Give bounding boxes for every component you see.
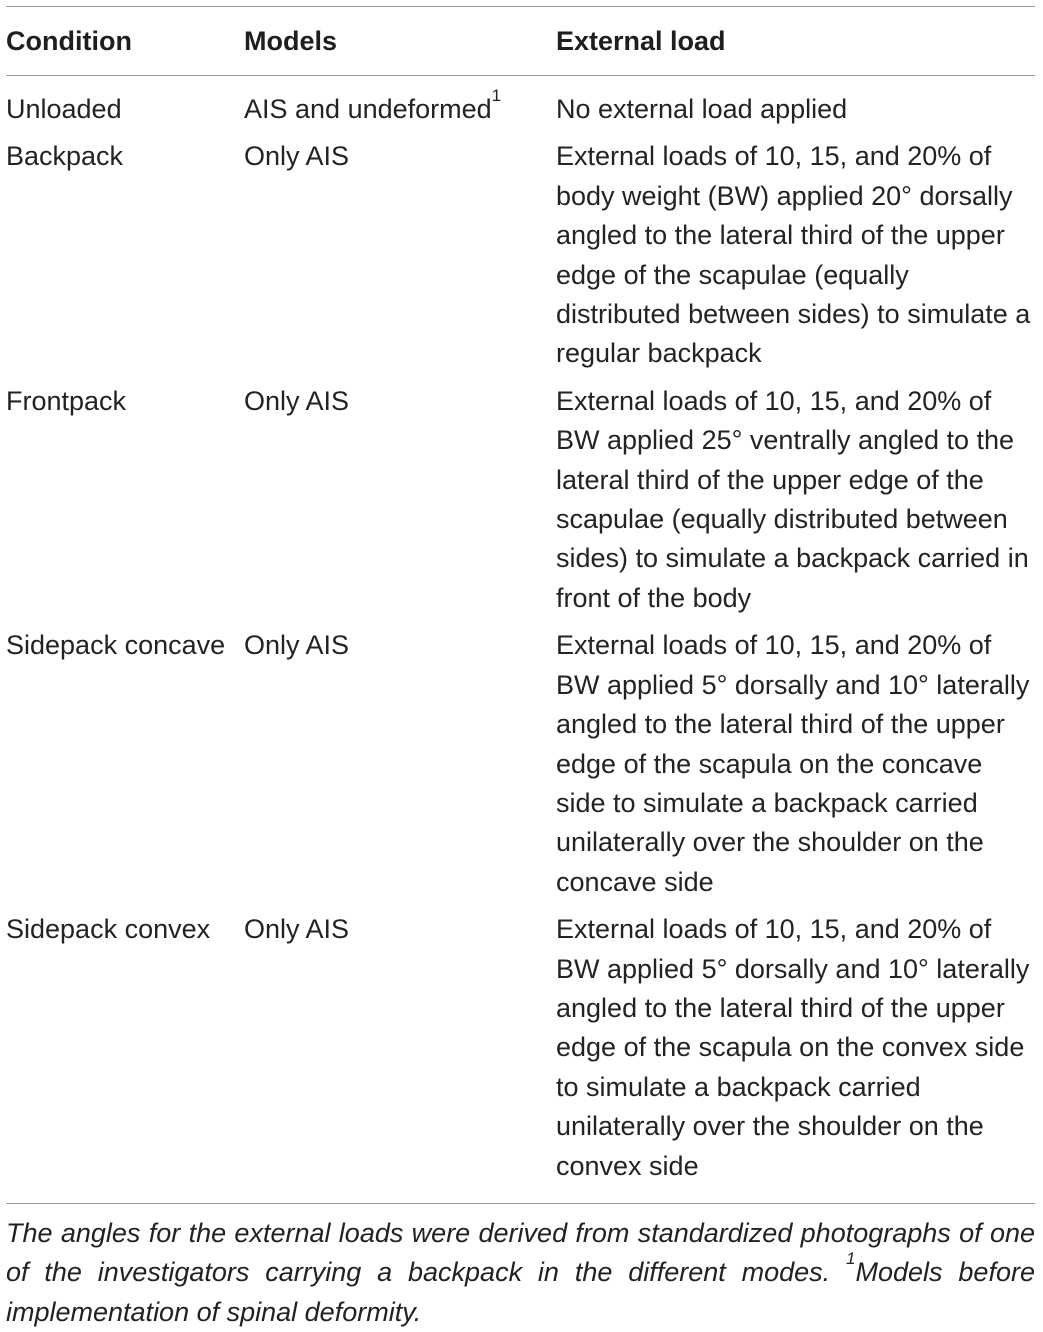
footnote-text: The angles for the external loads were derived from standardized photographs of one of the investigators carrying a backpack in the different modes. bbox=[6, 1217, 1035, 1288]
footnote-marker: 1 bbox=[846, 1249, 856, 1269]
data-table bbox=[6, 6, 1035, 1332]
cell-models: Only AIS bbox=[244, 914, 350, 945]
cell-condition: Unloaded bbox=[6, 94, 122, 124]
header-external-load: External load bbox=[556, 26, 726, 56]
table-body bbox=[6, 76, 1035, 1186]
header-models: Models bbox=[244, 26, 338, 56]
cell-condition: Backpack bbox=[6, 141, 124, 172]
cell-external-load: External loads of 10, 15, and 20% of BW applied 5° dorsally and 10° laterally angled to the lateral third of the upper edge of the scapula on the convex side to simulate a backpack carried unilaterally over the shoulder on the convex side bbox=[556, 914, 1030, 1181]
table-row-backpack bbox=[6, 137, 1035, 373]
cell-external-load: External loads of 10, 15, and 20% of BW applied 5° dorsally and 10° laterally angled to the lateral third of the upper edge of the scapula on the concave side to simulate a backpack carried unilaterally over the shoulder on the concave side bbox=[556, 630, 1030, 897]
table-footnote bbox=[6, 1204, 1035, 1332]
cell-models bbox=[244, 86, 556, 129]
cell-external-load: External loads of 10, 15, and 20% of body weight (BW) applied 20° dorsally angled to the lateral third of the upper edge of the scapulae (equally distributed between sides) to simulate a regular backpack bbox=[556, 141, 1031, 369]
cell-condition: Sidepack concave bbox=[6, 630, 226, 661]
cell-condition: Sidepack convex bbox=[6, 914, 211, 945]
table-row-unloaded bbox=[6, 86, 1035, 129]
cell-models: Only AIS bbox=[244, 630, 350, 661]
cell-external-load: No external load applied bbox=[556, 94, 848, 124]
cell-condition: Frontpack bbox=[6, 385, 127, 416]
table-header-row bbox=[6, 7, 1035, 75]
table-row-sidepack-convex bbox=[6, 910, 1035, 1186]
cell-models: Only AIS bbox=[244, 141, 350, 172]
header-condition: Condition bbox=[6, 26, 132, 56]
table-row-frontpack bbox=[6, 382, 1035, 618]
cell-external-load: External loads of 10, 15, and 20% of BW applied 25° ventrally angled to the lateral third of the upper edge of the scapulae (equally distributed between sides) to simulate a backpack carried in front of the body bbox=[556, 385, 1029, 613]
cell-models: Only AIS bbox=[244, 385, 350, 416]
cell-models-text: AIS and undeformed bbox=[244, 94, 492, 124]
footnote-marker: 1 bbox=[491, 86, 502, 105]
table-row-sidepack-concave bbox=[6, 626, 1035, 902]
footnote-note: Models before implementation of spinal deformity. bbox=[6, 1257, 1035, 1327]
